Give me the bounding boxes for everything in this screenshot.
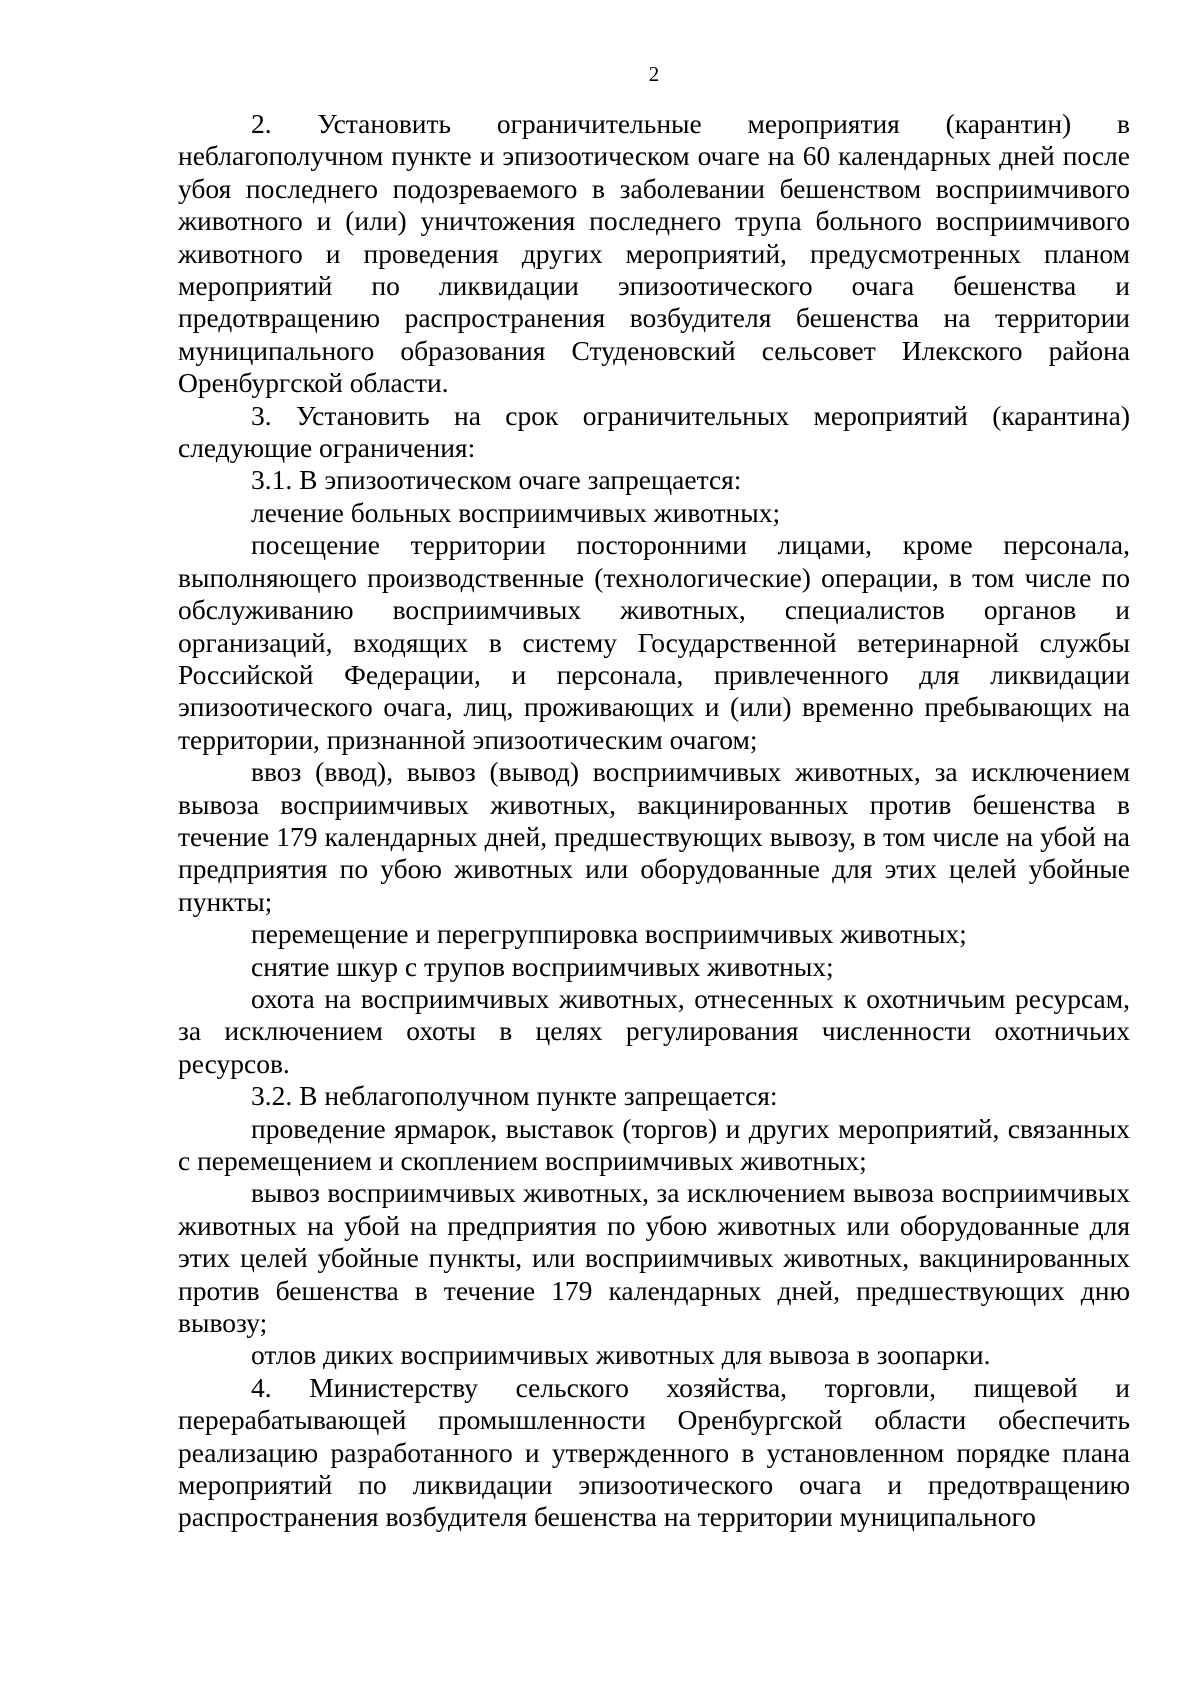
paragraph-point-capture: отлов диких восприимчивых животных для вывоза в зоопарки. bbox=[251, 1339, 991, 1371]
paragraph-focus-hunting: охота на восприимчивых животных, отнесенных к охотничьим ресурсам, за исключением охоты в целях регулирования численности охотничьих ресурсов. bbox=[178, 982, 1130, 1079]
paragraph-focus-heading: 3.1. В эпизоотическом очаге запрещается: bbox=[251, 464, 742, 496]
paragraph-focus-treatment: лечение больных восприимчивых животных; bbox=[251, 496, 781, 528]
page-number: 2 bbox=[648, 62, 660, 86]
paragraph-quarantine: 2. Установить ограничительные мероприятия (карантин) в неблагополучном пункте и эпизоотическом очаге на 60 календарных дней после убоя последнего подозреваемого в заболевании бешенством восприимчивого животного и (или) уничтожения последнего трупа больного восприимчивого животного и проведения других мероприятий, предусмотренных планом мероприятий по ликвидации эпизоотического очага бешенства и предотвращению распространения возбудителя бешенства на территории муниципального образования Студеновский сельсовет Илекского района Оренбургской области. bbox=[178, 108, 1130, 399]
paragraph-focus-regrouping: перемещение и перегруппировка восприимчивых животных; bbox=[251, 918, 967, 950]
paragraph-point-export: вывоз восприимчивых животных, за исключением вывоза восприимчивых животных на убой на предприятия по убою животных или оборудованные для этих целей убойные пункты, или восприимчивых животных, вакцинированных против бешенства в течение 179 календарных дней, предшествующих дню вывозу; bbox=[178, 1177, 1130, 1339]
paragraph-focus-import-export: ввоз (ввод), вывоз (вывод) восприимчивых животных, за исключением вывоза восприимчивых животных, вакцинированных против бешенства в течение 179 календарных дней, предшествующих вывозу, в том числе на убой на предприятия по убою животных или оборудованные для этих целей убойные пункты; bbox=[178, 756, 1130, 917]
paragraph-focus-visits: посещение территории посторонними лицами, кроме персонала, выполняющего производственные (технологические) операции, в том числе по обслуживанию восприимчивых животных, специалистов органов и организаций, входящих в систему Государственной ветеринарной службы Российской Федерации, и персонала, привлеченного для ликвидации эпизоотического очага, лиц, проживающих и (или) временно пребывающих на территории, признанной эпизоотическим очагом; bbox=[178, 529, 1130, 755]
paragraph-point-fairs: проведение ярмарок, выставок (торгов) и других мероприятий, связанных с перемещением и скоплением восприимчивых животных; bbox=[178, 1112, 1130, 1176]
paragraph-point-heading: 3.2. В неблагополучном пункте запрещается: bbox=[251, 1080, 778, 1112]
document-page bbox=[178, 62, 1130, 1534]
paragraph-restrictions-intro: 3. Установить на срок ограничительных мероприятий (карантина) следующие ограничения: bbox=[178, 399, 1130, 464]
paragraph-ministry: 4. Министерству сельского хозяйства, торговли, пищевой и перерабатывающей промышленности Оренбургской области обеспечить реализацию разработанного и утвержденного в установленном порядке плана мероприятий по ликвидации эпизоотического очага и предотвращению распространения возбудителя бешенства на территории муниципального bbox=[178, 1371, 1130, 1533]
paragraph-focus-skinning: снятие шкур с трупов восприимчивых животных; bbox=[251, 950, 834, 982]
